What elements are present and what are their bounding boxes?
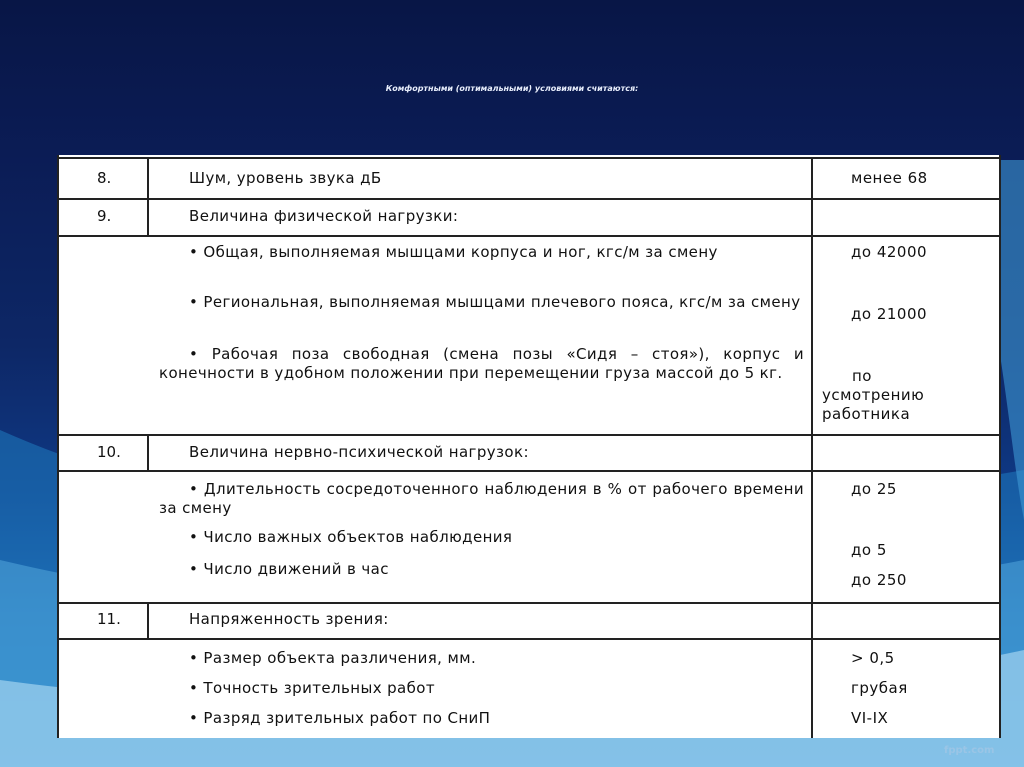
row-number: 8.: [97, 169, 112, 187]
row-label: Напряженность зрения:: [189, 610, 389, 628]
column-divider: [147, 157, 149, 198]
item-value: до 25: [851, 480, 897, 498]
bullet: •: [189, 649, 199, 667]
bullet: •: [189, 243, 199, 261]
column-divider: [147, 602, 149, 638]
item-value: до 42000: [851, 243, 928, 261]
item-value: до 5: [851, 541, 887, 559]
list-item: [159, 528, 804, 547]
list-item: [159, 480, 804, 518]
list-item: [159, 679, 804, 698]
item-text: Точность зрительных работ: [203, 679, 436, 697]
item-text: Число важных объектов наблюдения: [203, 528, 513, 546]
item-value-line: по: [852, 367, 872, 385]
list-item: [159, 649, 804, 668]
item-value-line: работника: [822, 405, 911, 423]
table-rule: [59, 470, 999, 472]
item-value: > 0,5: [851, 649, 895, 667]
brand-logo: fppt.com: [944, 745, 995, 756]
list-item: [159, 243, 804, 262]
column-divider: [811, 157, 813, 738]
list-item: [159, 709, 804, 728]
table-rule: [59, 235, 999, 237]
row-value: менее 68: [851, 169, 928, 187]
item-text: Региональная, выполняемая мышцами плечевого пояса, кгс/м за смену: [203, 293, 801, 311]
item-value: грубая: [851, 679, 908, 697]
bullet: •: [189, 528, 199, 546]
column-divider: [147, 434, 149, 470]
table-rule: [59, 638, 999, 640]
table-rule: [59, 434, 999, 436]
item-value: до 21000: [851, 305, 928, 323]
item-text: Размер объекта различения, мм.: [203, 649, 477, 667]
item-text: Длительность сосредоточенного наблюдения в % от рабочего времени за смену: [159, 480, 804, 517]
row-label: Шум, уровень звука дБ: [189, 169, 382, 187]
conditions-table: [57, 155, 1001, 738]
bullet: •: [189, 679, 199, 697]
item-value: [822, 367, 962, 424]
row-label: Величина физической нагрузки:: [189, 207, 459, 225]
table-rule: [59, 157, 999, 159]
list-item: [159, 293, 804, 312]
slide-title: Комфортными (оптимальными) условиями считаются:: [385, 84, 639, 93]
bullet: •: [189, 293, 199, 311]
bullet: •: [189, 345, 199, 363]
table-rule: [59, 602, 999, 604]
bullet: •: [189, 560, 199, 578]
item-value: до 250: [851, 571, 907, 589]
list-item: [159, 345, 804, 383]
table-rule: [59, 198, 999, 200]
column-divider: [147, 198, 149, 235]
item-text: Разряд зрительных работ по СниП: [203, 709, 491, 727]
row-number: 9.: [97, 207, 112, 225]
item-value-line: усмотрению: [822, 386, 925, 404]
item-text: Рабочая поза свободная (смена позы «Сидя – стоя»), корпус и конечности в удобном положении при перемещении груза массой до 5 кг.: [159, 345, 805, 382]
item-value: VI-IX: [851, 709, 889, 727]
bullet: •: [189, 480, 199, 498]
bullet: •: [189, 709, 199, 727]
row-number: 11.: [97, 610, 121, 628]
row-number: 10.: [97, 443, 121, 461]
item-text: Общая, выполняемая мышцами корпуса и ног, кгс/м за смену: [203, 243, 718, 261]
row-label: Величина нервно-психической нагрузок:: [189, 443, 529, 461]
list-item: [159, 560, 804, 579]
item-text: Число движений в час: [203, 560, 389, 578]
